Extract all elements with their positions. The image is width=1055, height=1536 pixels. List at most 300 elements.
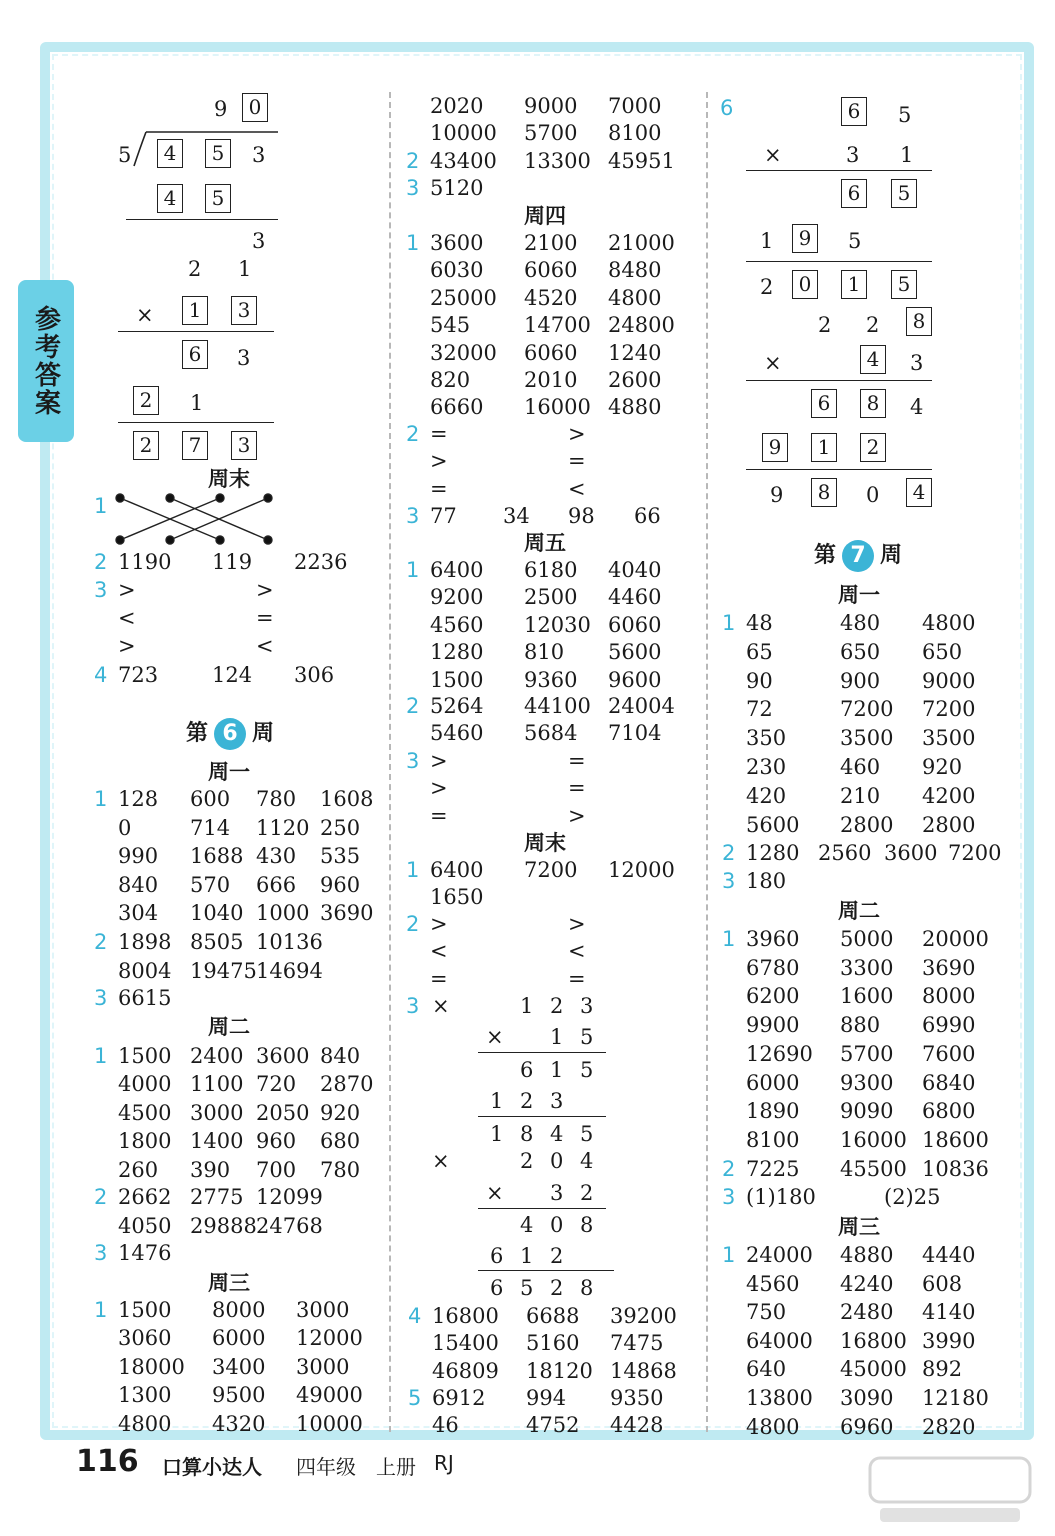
col3-wed-title: 周三 bbox=[838, 1215, 880, 1239]
compare-cell: > bbox=[118, 634, 136, 658]
answer-cell: 9350 bbox=[610, 1386, 664, 1410]
answer-cell: < bbox=[430, 939, 448, 964]
answer-cell: 9500 bbox=[212, 1383, 266, 1408]
calc-digit: 1 bbox=[550, 1025, 564, 1049]
answer-cell: 90 bbox=[746, 668, 773, 693]
answer-cell: 39200 bbox=[610, 1304, 677, 1328]
answer-cell: 545 bbox=[430, 313, 471, 338]
col2-thu-q1-number: 1 bbox=[406, 231, 420, 255]
calc-digit: 8 bbox=[580, 1276, 594, 1300]
answer-cell: > bbox=[430, 449, 448, 474]
calc1-line-2 bbox=[478, 1116, 606, 1117]
answer-cell: 5460 bbox=[430, 721, 484, 746]
page-number: 116 bbox=[76, 1444, 139, 1479]
answer-cell: = bbox=[430, 422, 448, 446]
mulA-partial-box-2: 5 bbox=[891, 179, 917, 208]
answer-cell: 4880 bbox=[608, 395, 662, 420]
col3-mon-q2-number: 2 bbox=[722, 841, 736, 865]
answer-cell: 18600 bbox=[922, 1127, 989, 1152]
calc-digit: 6 bbox=[490, 1244, 504, 1268]
answer-cell: 3960 bbox=[746, 927, 800, 951]
answer-cell: 7200 bbox=[524, 858, 578, 882]
answer-cell: = bbox=[568, 749, 586, 773]
answer-cell: 16800 bbox=[840, 1328, 907, 1353]
mulA-result-box-1: 0 bbox=[792, 270, 818, 299]
answer-cell: 9090 bbox=[840, 1099, 894, 1124]
calc1-times-sign: × bbox=[486, 1025, 504, 1049]
answer-cell: 5700 bbox=[524, 121, 578, 146]
answer-cell: 1500 bbox=[118, 1044, 172, 1068]
calc-digit: 1 bbox=[490, 1089, 504, 1113]
answer-cell: = bbox=[430, 476, 448, 501]
answer-cell: 3060 bbox=[118, 1326, 172, 1351]
col1-tue-q3-number: 3 bbox=[94, 1241, 108, 1265]
calc-digit: 8 bbox=[520, 1122, 534, 1146]
col1-weekend-q2-number: 2 bbox=[94, 550, 108, 574]
div-quotient-digit: 9 bbox=[214, 97, 228, 121]
answer-cell: 24000 bbox=[746, 1243, 813, 1267]
col3-tue-q3-number: 3 bbox=[722, 1185, 736, 1209]
mulB-partial2-box-3: 2 bbox=[860, 433, 886, 462]
div-subtract-box-2: 5 bbox=[205, 184, 231, 213]
answer-cell: 1500 bbox=[118, 1298, 172, 1322]
answer-cell: 892 bbox=[922, 1357, 963, 1382]
answer-key-tab bbox=[18, 280, 74, 442]
calc-digit: 2 bbox=[520, 1089, 534, 1113]
answer-cell: 8000 bbox=[922, 984, 976, 1009]
mul1-mult-box-2: 3 bbox=[231, 296, 257, 325]
answer-cell: 600 bbox=[190, 787, 231, 811]
col3-tue-title: 周二 bbox=[838, 899, 880, 923]
answer-cell: 2662 bbox=[118, 1185, 172, 1209]
answer-cell: 2100 bbox=[524, 231, 578, 255]
answer-cell: (1)180 bbox=[746, 1185, 816, 1209]
answer-cell: 7225 bbox=[746, 1157, 800, 1181]
answer-cell: 12030 bbox=[524, 612, 591, 637]
answer-cell: 7104 bbox=[608, 721, 662, 746]
calc-digit: 5 bbox=[580, 1122, 594, 1146]
column-divider-1 bbox=[389, 92, 391, 1432]
col2-fri-q1-number: 1 bbox=[406, 558, 420, 582]
answer-cell: 12099 bbox=[256, 1185, 323, 1209]
week-prefix: 第 bbox=[814, 543, 837, 568]
answer-key-label: 参考答案 bbox=[30, 305, 61, 417]
answer-cell: 10836 bbox=[922, 1157, 989, 1181]
compare-cell: > bbox=[118, 578, 136, 602]
mul1-result-box-3: 3 bbox=[231, 431, 257, 460]
answer-cell: 46 bbox=[432, 1413, 459, 1438]
answer-cell: 535 bbox=[320, 844, 361, 869]
mark-cross: × bbox=[432, 994, 450, 1018]
answer-cell: 4240 bbox=[840, 1271, 894, 1296]
mulA-result-box-3: 5 bbox=[891, 270, 917, 299]
answer-cell: 723 bbox=[118, 663, 159, 687]
alarm-clock-icon: 7 bbox=[842, 540, 874, 572]
mulB-line-2 bbox=[746, 469, 932, 470]
answer-cell: 6030 bbox=[430, 258, 484, 283]
answer-cell: 3600 bbox=[430, 231, 484, 255]
col1-tue-title: 周二 bbox=[208, 1015, 250, 1039]
div-dividend-digit-3: 3 bbox=[252, 143, 266, 167]
answer-cell: 9600 bbox=[608, 667, 662, 692]
answer-cell: 2870 bbox=[320, 1072, 374, 1097]
answer-cell: 1280 bbox=[430, 640, 484, 665]
answer-cell: 2800 bbox=[840, 812, 894, 837]
answer-cell: 3500 bbox=[922, 726, 976, 751]
mulB-result-digit-1: 9 bbox=[770, 483, 784, 507]
answer-cell: 9000 bbox=[922, 668, 976, 693]
answer-cell: 460 bbox=[840, 755, 881, 779]
div-quotient-box: 0 bbox=[242, 93, 268, 122]
mulB-partial2-box-1: 9 bbox=[762, 433, 788, 462]
calc-digit: 5 bbox=[520, 1276, 534, 1300]
div-line bbox=[126, 219, 278, 220]
answer-cell: 6660 bbox=[430, 395, 484, 420]
answer-cell: 8505 bbox=[190, 930, 244, 954]
answer-cell: 7200 bbox=[840, 697, 894, 722]
col1-mon-q3-number: 3 bbox=[94, 986, 108, 1010]
answer-cell: 5600 bbox=[608, 640, 662, 665]
answer-cell: 7600 bbox=[922, 1041, 976, 1066]
answer-cell: 4050 bbox=[118, 1213, 172, 1238]
answer-cell: 8100 bbox=[746, 1127, 800, 1152]
mul1-line-1 bbox=[118, 331, 274, 332]
answer-cell: 24800 bbox=[608, 313, 675, 338]
answer-cell: 8004 bbox=[118, 958, 172, 983]
answer-cell: 6840 bbox=[922, 1070, 976, 1095]
answer-cell: 4440 bbox=[922, 1243, 976, 1267]
col2-fri-q2-number: 2 bbox=[406, 694, 420, 718]
answer-cell: 9900 bbox=[746, 1013, 800, 1038]
col1-mon-title: 周一 bbox=[208, 760, 250, 784]
answer-cell: 2820 bbox=[922, 1414, 976, 1439]
mulB-top-digit-2: 2 bbox=[866, 313, 880, 337]
div-subtract-box-1: 4 bbox=[157, 184, 183, 213]
watermark-logo-icon bbox=[860, 1450, 1040, 1530]
calc-digit: 6 bbox=[490, 1276, 504, 1300]
answer-cell: 4800 bbox=[746, 1414, 800, 1439]
answer-cell: 780 bbox=[320, 1157, 361, 1182]
answer-cell: 128 bbox=[118, 787, 159, 811]
answer-cell: 4140 bbox=[922, 1300, 976, 1325]
col3-tue-q1-number: 1 bbox=[722, 927, 736, 951]
mul1-top-digit-1: 2 bbox=[188, 257, 202, 281]
answer-cell: 1400 bbox=[190, 1129, 244, 1154]
calc2-line-1 bbox=[478, 1208, 606, 1209]
calc2-line-2 bbox=[478, 1270, 614, 1271]
col2-thu-q2-number: 2 bbox=[406, 422, 420, 446]
answer-cell: 9000 bbox=[524, 94, 578, 118]
answer-cell: 810 bbox=[524, 640, 565, 665]
mulA-line-1 bbox=[746, 170, 932, 171]
answer-cell: 13300 bbox=[524, 149, 591, 173]
answer-cell: 48 bbox=[746, 611, 773, 635]
mulA-mult-digit-2: 1 bbox=[900, 143, 914, 167]
answer-cell: < bbox=[568, 939, 586, 964]
answer-cell: 5160 bbox=[526, 1331, 580, 1356]
answer-cell: 960 bbox=[320, 872, 361, 897]
answer-cell: 3690 bbox=[922, 955, 976, 980]
answer-cell: 34 bbox=[503, 504, 530, 528]
col2-q3-number: 3 bbox=[406, 176, 420, 200]
answer-cell: 6400 bbox=[430, 858, 484, 882]
answer-cell: 14694 bbox=[256, 958, 323, 983]
answer-cell: 960 bbox=[256, 1129, 297, 1154]
mulB-result-box-2: 8 bbox=[811, 478, 837, 507]
answer-cell: 16000 bbox=[840, 1127, 907, 1152]
answer-cell: 920 bbox=[320, 1100, 361, 1125]
alarm-clock-icon: 6 bbox=[214, 718, 246, 750]
calc-digit: 4 bbox=[580, 1149, 594, 1173]
answer-cell: 24768 bbox=[256, 1213, 323, 1238]
calc1-line-1 bbox=[478, 1052, 606, 1053]
answer-cell: 98 bbox=[568, 504, 595, 528]
mul1-partial2-digit-2: 1 bbox=[190, 391, 204, 415]
matching-lines bbox=[110, 490, 280, 550]
answer-cell: 45000 bbox=[840, 1357, 907, 1382]
answer-cell: 1898 bbox=[118, 930, 172, 954]
week-prefix: 第 bbox=[186, 721, 209, 746]
compare-cell: > bbox=[256, 578, 274, 602]
compare-cell: < bbox=[118, 606, 136, 630]
answer-cell: 3000 bbox=[190, 1100, 244, 1125]
answer-cell: 4200 bbox=[922, 783, 976, 808]
answer-cell: 2400 bbox=[190, 1044, 244, 1068]
mul1-line-2 bbox=[118, 422, 274, 423]
col2-weekend-title: 周末 bbox=[524, 831, 566, 855]
answer-cell: 2050 bbox=[256, 1100, 310, 1125]
answer-cell: 7000 bbox=[608, 94, 662, 118]
answer-cell: 6960 bbox=[840, 1414, 894, 1439]
mulA-partial2-digit-2: 5 bbox=[848, 229, 862, 253]
col2-weekend-q4-number: 4 bbox=[408, 1304, 422, 1328]
calc-digit: 1 bbox=[550, 1058, 564, 1082]
mulB-times-sign: × bbox=[764, 351, 782, 375]
calc-digit: 4 bbox=[550, 1122, 564, 1146]
div-remainder: 3 bbox=[252, 229, 266, 253]
answer-cell: 1100 bbox=[190, 1072, 244, 1097]
answer-cell: 6000 bbox=[212, 1326, 266, 1351]
calc2-times-sign: × bbox=[486, 1181, 504, 1205]
answer-cell: 1280 bbox=[746, 841, 800, 865]
col1-weekend-q4-number: 4 bbox=[94, 663, 108, 687]
answer-cell: 750 bbox=[746, 1300, 787, 1325]
calc-digit: 1 bbox=[520, 1244, 534, 1268]
answer-cell: = bbox=[568, 449, 586, 474]
answer-cell: 250 bbox=[320, 815, 361, 840]
answer-cell: 16000 bbox=[524, 395, 591, 420]
col1-tue-q1-number: 1 bbox=[94, 1044, 108, 1068]
answer-cell: 10136 bbox=[256, 930, 323, 954]
col2-fri-q3-number: 3 bbox=[406, 749, 420, 773]
calc-digit: 5 bbox=[580, 1058, 594, 1082]
answer-cell: 18000 bbox=[118, 1354, 185, 1379]
answer-cell: 4560 bbox=[746, 1271, 800, 1296]
week-6-heading bbox=[186, 718, 274, 750]
answer-cell: 9300 bbox=[840, 1070, 894, 1095]
answer-cell: 680 bbox=[320, 1129, 361, 1154]
answer-cell: 2800 bbox=[922, 812, 976, 837]
answer-cell: 6060 bbox=[524, 340, 578, 365]
answer-cell: = bbox=[568, 966, 586, 991]
answer-cell: 14700 bbox=[524, 313, 591, 338]
col1-wed-title: 周三 bbox=[208, 1271, 250, 1295]
answer-cell: 3500 bbox=[840, 726, 894, 751]
answer-cell: 1000 bbox=[256, 901, 310, 926]
answer-cell: 5600 bbox=[746, 812, 800, 837]
answer-cell: 45951 bbox=[608, 149, 675, 173]
mul1-mult-box-1: 1 bbox=[182, 296, 208, 325]
answer-cell: 16800 bbox=[432, 1304, 499, 1328]
answer-cell: 5264 bbox=[430, 694, 484, 718]
calc-digit: 3 bbox=[550, 1089, 564, 1113]
answer-cell: 1600 bbox=[840, 984, 894, 1009]
answer-cell: < bbox=[568, 476, 586, 501]
mulA-partial2-digit: 1 bbox=[760, 229, 774, 253]
answer-cell: 4040 bbox=[608, 558, 662, 582]
calc-digit: 8 bbox=[580, 1213, 594, 1237]
col1-weekend-q3-number: 3 bbox=[94, 578, 108, 602]
col2-fri-title: 周五 bbox=[524, 531, 566, 555]
mulB-result-box-4: 4 bbox=[906, 478, 932, 507]
answer-cell: 1190 bbox=[118, 550, 172, 574]
answer-cell: 20000 bbox=[922, 927, 989, 951]
answer-cell: 6180 bbox=[524, 558, 578, 582]
answer-cell: 46809 bbox=[432, 1358, 499, 1383]
col1-weekend-title: 周末 bbox=[208, 467, 250, 491]
answer-cell: 8000 bbox=[212, 1298, 266, 1322]
answer-cell: 19475 bbox=[190, 958, 257, 983]
answer-cell: 3690 bbox=[320, 901, 374, 926]
div-divisor: 5 bbox=[118, 143, 132, 167]
answer-cell: 14868 bbox=[610, 1358, 677, 1383]
mulB-mult-box: 4 bbox=[860, 345, 886, 374]
week-suffix: 周 bbox=[252, 721, 275, 746]
answer-cell: 2480 bbox=[840, 1300, 894, 1325]
book-title: 口算小达人 bbox=[162, 1455, 262, 1479]
answer-cell: 260 bbox=[118, 1157, 159, 1182]
answer-cell: 2010 bbox=[524, 368, 578, 392]
answer-cell: 230 bbox=[746, 755, 787, 779]
answer-cell: 44100 bbox=[524, 694, 591, 718]
answer-cell: 4800 bbox=[118, 1411, 172, 1436]
answer-cell: 306 bbox=[294, 663, 335, 687]
mulB-partial-box-2: 8 bbox=[860, 389, 886, 418]
calc-digit: 3 bbox=[580, 994, 594, 1018]
mul1-top-digit-2: 1 bbox=[238, 257, 252, 281]
answer-cell: 994 bbox=[526, 1386, 567, 1410]
answer-cell: 6200 bbox=[746, 984, 800, 1009]
answer-cell: 4520 bbox=[524, 285, 578, 310]
compare-cell: = bbox=[256, 606, 274, 630]
answer-cell: 5120 bbox=[430, 176, 484, 200]
answer-cell: 13800 bbox=[746, 1386, 813, 1410]
column-divider-2 bbox=[706, 92, 708, 1432]
answer-cell: 7475 bbox=[610, 1331, 664, 1356]
calc-digit: 2 bbox=[550, 1244, 564, 1268]
answer-cell: 4428 bbox=[610, 1413, 664, 1438]
mulA-mult-digit-1: 3 bbox=[846, 143, 860, 167]
answer-cell: 2236 bbox=[294, 550, 348, 574]
col1-mon-q1-number: 1 bbox=[94, 787, 108, 811]
answer-cell: 8100 bbox=[608, 121, 662, 146]
answer-cell: 2500 bbox=[524, 585, 578, 610]
answer-cell: 29888 bbox=[190, 1213, 257, 1238]
answer-cell: 2600 bbox=[608, 368, 662, 392]
col3-q6-number: 6 bbox=[720, 96, 734, 120]
answer-cell: 66 bbox=[634, 504, 661, 528]
col2-thu-q3-number: 3 bbox=[406, 504, 420, 528]
answer-cell: 4800 bbox=[922, 611, 976, 635]
mulB-mult-digit: 3 bbox=[910, 351, 924, 375]
answer-cell: 666 bbox=[256, 872, 297, 897]
answer-cell: 7200 bbox=[948, 841, 1002, 865]
answer-cell: 3300 bbox=[840, 955, 894, 980]
col3-wed-q1-number: 1 bbox=[722, 1243, 736, 1267]
answer-cell: 21000 bbox=[608, 231, 675, 255]
mulA-top-box: 6 bbox=[841, 97, 867, 126]
calc-digit: 2 bbox=[520, 1149, 534, 1173]
mulB-partial-digit-3: 4 bbox=[910, 395, 924, 419]
answer-cell: 3600 bbox=[256, 1044, 310, 1068]
answer-cell: 64000 bbox=[746, 1328, 813, 1353]
answer-cell: 8480 bbox=[608, 258, 662, 283]
answer-cell: 6060 bbox=[608, 612, 662, 637]
col1-tue-q2-number: 2 bbox=[94, 1185, 108, 1209]
col2-weekend-q5-number: 5 bbox=[408, 1386, 422, 1410]
answer-cell: 32000 bbox=[430, 340, 497, 365]
answer-cell: 820 bbox=[430, 368, 471, 392]
mulB-partial2-box-2: 1 bbox=[811, 433, 837, 462]
answer-cell: 420 bbox=[746, 783, 787, 808]
answer-cell: 3990 bbox=[922, 1328, 976, 1353]
col2-weekend-q3-number: 3 bbox=[406, 994, 420, 1018]
answer-cell: 6615 bbox=[118, 986, 172, 1010]
answer-cell: 1608 bbox=[320, 787, 374, 811]
mul1-partial-box-1: 6 bbox=[182, 340, 208, 369]
calc-digit: 4 bbox=[520, 1213, 534, 1237]
mul1-result-box-1: 2 bbox=[133, 431, 159, 460]
mulB-top-digit-1: 2 bbox=[818, 313, 832, 337]
mulA-times-sign: × bbox=[764, 143, 782, 167]
answer-cell: > bbox=[568, 422, 586, 446]
answer-cell: 608 bbox=[922, 1271, 963, 1296]
col1-weekend-q1-number: 1 bbox=[94, 494, 108, 518]
calc-digit: 0 bbox=[550, 1213, 564, 1237]
answer-cell: 714 bbox=[190, 815, 231, 840]
week-7-heading bbox=[814, 540, 902, 572]
week-suffix: 周 bbox=[880, 543, 903, 568]
answer-cell: 12180 bbox=[922, 1386, 989, 1410]
answer-cell: = bbox=[430, 966, 448, 991]
answer-cell: 12000 bbox=[608, 858, 675, 882]
answer-cell: 4320 bbox=[212, 1411, 266, 1436]
answer-cell: 9360 bbox=[524, 667, 578, 692]
answer-cell: 119 bbox=[212, 550, 253, 574]
answer-cell: (2)25 bbox=[884, 1185, 941, 1209]
answer-cell: 6000 bbox=[746, 1070, 800, 1095]
answer-cell: 3000 bbox=[296, 1298, 350, 1322]
answer-cell: 640 bbox=[746, 1357, 787, 1382]
answer-cell: 12690 bbox=[746, 1041, 813, 1066]
answer-cell: 12000 bbox=[296, 1326, 363, 1351]
answer-cell: 4560 bbox=[430, 612, 484, 637]
mulB-partial-box-1: 6 bbox=[811, 389, 837, 418]
answer-cell: 1120 bbox=[256, 815, 310, 840]
answer-cell: 43400 bbox=[430, 149, 497, 173]
answer-cell: 6780 bbox=[746, 955, 800, 980]
mulA-top-digit: 5 bbox=[898, 103, 912, 127]
